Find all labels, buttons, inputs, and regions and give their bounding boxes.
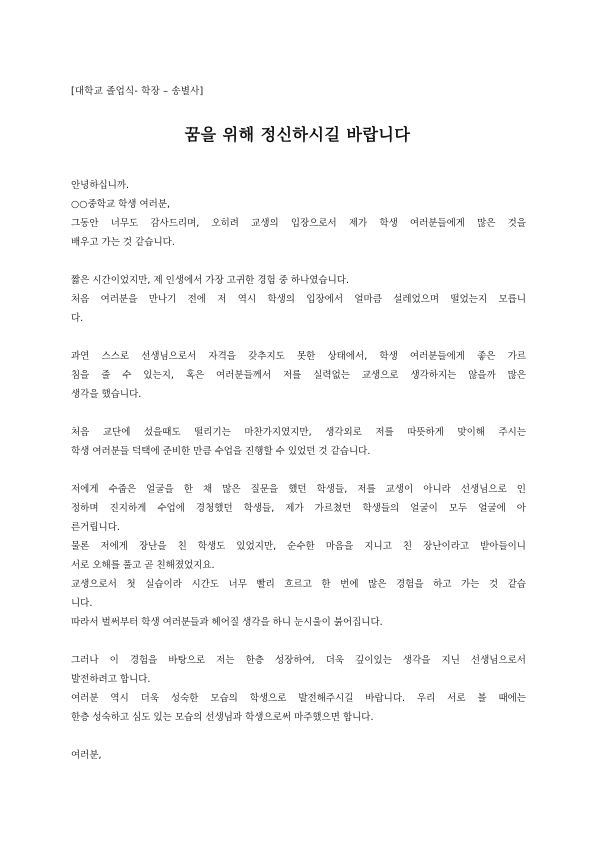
paragraph <box>71 271 526 328</box>
text-line: 처음 교단에 섰을때도 떨리기는 마찬가지였지만, 생각외로 저를 따뜻하게 맞이해 주시는 <box>71 427 526 438</box>
paragraph <box>71 746 526 765</box>
text-line: 니다. <box>71 598 93 609</box>
paragraph <box>71 176 526 252</box>
text-line: 생각을 했습니다. <box>71 389 142 400</box>
text-line: 물론 저에게 장난을 친 학생도 있었지만, 순수한 마음을 지니고 친 장난이라고 받아들이니 <box>71 541 526 552</box>
body-text <box>71 176 526 765</box>
paragraph <box>71 347 526 404</box>
text-line: 한층 성숙하고 심도 있는 모습의 선생님과 학생으로써 마주했으면 합니다. <box>71 712 374 723</box>
text-line: 그러나 이 경험을 바탕으로 저는 한층 성장하여, 더욱 깊이있는 생각을 지닌 선생님으로서 <box>71 655 526 666</box>
text-line: 다. <box>71 313 84 324</box>
text-line: 침을 줄 수 있는지, 혹은 여러분들께서 저를 실력없는 교생으로 생각하지는 않을까 많은 <box>71 370 526 381</box>
text-line: 교생으로서 첫 실습이라 시간도 너무 빨리 흐르고 한 번에 많은 경험을 하고 가는 것 같습 <box>71 579 526 590</box>
text-line: 여러분 역시 더욱 성숙한 모습의 학생으로 발전해주시길 바랍니다. 우리 서로 볼 때에는 <box>71 693 526 704</box>
text-line: ○○중학교 학생 여러분, <box>71 199 171 210</box>
text-line: 발전하려고 합니다. <box>71 674 151 685</box>
text-line: 안녕하십니까. <box>71 180 130 191</box>
page-title: 꿈을 위해 정신하시길 바랍니다 <box>184 125 411 144</box>
text-line: 른거립니다. <box>71 522 120 533</box>
text-line: 처음 여러분을 만나기 전에 저 역시 학생의 입장에서 얼마큼 설레었으며 떨었는지 모릅니 <box>71 294 526 305</box>
paragraph <box>71 480 526 632</box>
text-line: 그동안 너무도 감사드리며, 오히려 교생의 입장으로서 제가 학생 여러분들에게 많은 것을 <box>71 218 526 229</box>
text-line: 정하며 진지하게 수업에 경청했던 학생들, 제가 가르쳤던 학생들의 얼굴이 모두 얼굴에 아 <box>71 503 526 514</box>
text-line: 저에게 수줍은 얼굴을 한 채 많은 질문을 했던 학생들, 저를 교생이 아니라 선생님으로 인 <box>71 484 526 495</box>
text-line: 학생 여러분들 덕택에 준비한 만큼 수업을 진행할 수 있었던 것 같습니다. <box>71 446 371 457</box>
text-line: 서로 오해를 풀고 곧 친해졌었지요. <box>71 560 215 571</box>
text-line: 짧은 시간이었지만, 제 인생에서 가장 고귀한 경험 중 하나였습니다. <box>71 275 349 286</box>
text-line: 따라서 벌써부터 학생 여러분들과 헤어질 생각을 하니 눈시울이 붉어집니다. <box>71 617 383 628</box>
paragraph <box>71 651 526 727</box>
paragraph <box>71 423 526 461</box>
text-line: 배우고 가는 것 같습니다. <box>71 237 175 248</box>
text-line: 과연 스스로 선생님으로서 자격을 갖추지도 못한 상태에서, 학생 여러분들에게 좋은 가르 <box>71 351 526 362</box>
text-line: 여러분, <box>71 750 102 761</box>
header-tag: [대학교 졸업식- 학장 – 송별사] <box>71 86 204 97</box>
